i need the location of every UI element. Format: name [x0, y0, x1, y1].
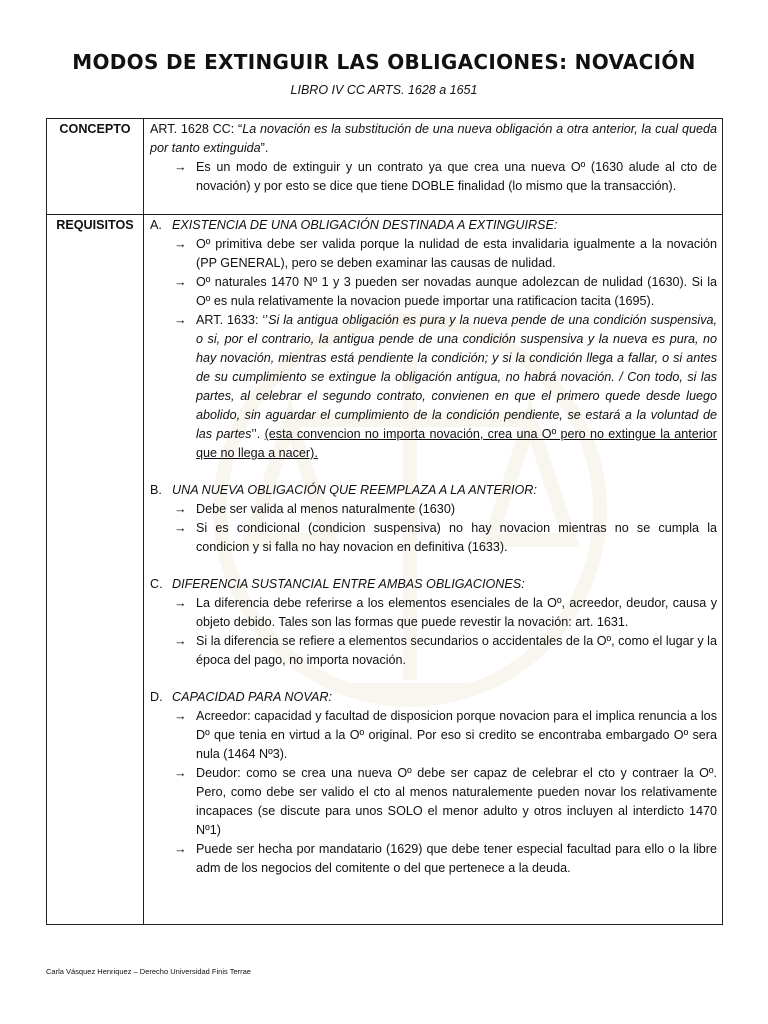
section-b-letter: B. — [150, 483, 162, 497]
concepto-content — [144, 119, 723, 215]
arrow-icon: → — [174, 766, 187, 780]
arrow-icon: → — [174, 313, 187, 327]
section-b-bullet — [150, 519, 717, 557]
section-c-letter: C. — [150, 577, 163, 591]
art-1633-close: ’’. — [251, 427, 261, 441]
section-b-heading — [150, 481, 717, 500]
section-d-heading-text: CAPACIDAD PARA NOVAR: — [172, 690, 333, 704]
art-1633-prefix: ART. 1633: ‘’ — [196, 313, 269, 327]
arrow-icon: → — [174, 521, 187, 535]
concepto-intro-prefix: ART. 1628 CC: “ — [150, 122, 243, 136]
art-1633-note: (esta convencion no importa novación, crea una Oº pero no extingue la anterior que no llega a nacer). — [196, 427, 717, 460]
section-d-bullet-text: Acreedor: capacidad y facultad de disposicion porque novacion para el implica renuncia a los Dº que tenia en virtud a la Oº original. Por eso si credito se encontraba embargado Oº sera nula (1464 Nº3). — [196, 709, 717, 761]
section-b-bullet-text: Si es condicional (condicion suspensiva) no hay novacion mientras no se cumpla la condicion y si falla no hay novacion en definitiva (1633). — [196, 521, 717, 554]
art-1633-quote: Si la antigua obligación es pura y la nueva pende de una condición suspensiva, o si, por el contrario, la antigua pende de una condición suspensiva y la nueva es pura, no hay novación, mientras está pendiente la condición; y si la condición llega a fallar, o si antes de su cumplimiento se extingue la obligación antigua, no habrá novación. / Con todo, si las partes, al celebrar el segundo contrato, convienen en que el primero quede desde luego abolido, sin aguardar el cumplimiento de la condición pendiente, se estará a la voluntad de las partes — [196, 313, 717, 441]
page-title: MODOS DE EXTINGUIR LAS OBLIGACIONES: NOVACIÓN — [72, 50, 696, 74]
section-b-bullet-text: Debe ser valida al menos naturalmente (1630) — [196, 502, 456, 516]
concepto-bullet-text: Es un modo de extinguir y un contrato ya que crea una nueva Oº (1630 alude al cto de novación) y por esto se dice que tiene DOBLE finalidad (lo mismo que la transacción). — [196, 160, 717, 193]
concepto-row — [47, 119, 723, 215]
section-d-bullet-text: Deudor: como se crea una nueva Oº debe ser capaz de celebrar el cto y contraer la Oº. Pero, como debe ser valido el cto al menos naturalemente pueden novar los relativamente incapaces (se discute para unos SOLO el menor adulto y otros incluyen al interdicto 1470 Nº1) — [196, 766, 717, 837]
section-c-bullet — [150, 594, 717, 632]
section-a-heading-text: EXISTENCIA DE UNA OBLIGACIÓN DESTINADA A EXTINGUIRSE: — [172, 218, 558, 232]
section-a-bullet-text: Oº primitiva debe ser valida porque la nulidad de esta invalidaria igualmente a la novación (PP GENERAL), pero se deben examinar las causas de nulidad. — [196, 237, 717, 270]
concepto-label: CONCEPTO — [47, 119, 144, 215]
section-c-bullet — [150, 632, 717, 670]
section-a-heading — [150, 216, 717, 235]
page-footer: Carla Vásquez Henriquez – Derecho Universidad Finis Terrae — [46, 967, 251, 976]
section-a-bullet — [150, 273, 717, 311]
arrow-icon: → — [174, 596, 187, 610]
section-c-heading — [150, 575, 717, 594]
requisitos-label: REQUISITOS — [47, 215, 144, 925]
section-c-heading-text: DIFERENCIA SUSTANCIAL ENTRE AMBAS OBLIGACIONES: — [172, 577, 525, 591]
section-d-letter: D. — [150, 690, 163, 704]
section-a-bullet — [150, 311, 717, 463]
concepto-intro — [150, 120, 717, 158]
concepto-quote: La novación es la substitución de una nueva obligación a otra anterior, la cual queda por tanto extinguida — [150, 122, 717, 155]
arrow-icon: → — [174, 160, 187, 174]
section-c-bullet-text: La diferencia debe referirse a los elementos esenciales de la Oº, acreedor, deudor, causa y objeto debido. Tales son las formas que puede revestir la novación: art. 1631. — [196, 596, 717, 629]
arrow-icon: → — [174, 502, 187, 516]
arrow-icon: → — [174, 275, 187, 289]
section-d-bullet-text: Puede ser hecha por mandatario (1629) que debe tener especial facultad para ello o la libre adm de los negocios del comitente o del que pertenece a la deuda. — [196, 842, 717, 875]
section-b-bullet — [150, 500, 717, 519]
arrow-icon: → — [174, 842, 187, 856]
section-c-bullet-text: Si la diferencia se refiere a elementos secundarios o accidentales de la Oº, como el lugar y la época del pago, no importa novación. — [196, 634, 717, 667]
section-a-bullet — [150, 235, 717, 273]
arrow-icon: → — [174, 709, 187, 723]
section-d-bullet — [150, 840, 717, 878]
section-a-letter: A. — [150, 218, 162, 232]
content-table — [46, 118, 723, 925]
arrow-icon: → — [174, 237, 187, 251]
section-a-bullet-text: Oº naturales 1470 Nº 1 y 3 pueden ser novadas aunque adolezcan de nulidad (1630). Si la Oº es nula relativamente la novacion puede importar una ratificacion tacita (1695). — [196, 275, 717, 308]
section-d-bullet — [150, 764, 717, 840]
section-d-bullet — [150, 707, 717, 764]
section-d-heading — [150, 688, 717, 707]
section-b-heading-text: UNA NUEVA OBLIGACIÓN QUE REEMPLAZA A LA ANTERIOR: — [172, 483, 537, 497]
concepto-bullet — [150, 158, 717, 196]
requisitos-row — [47, 215, 723, 925]
arrow-icon: → — [174, 634, 187, 648]
concepto-intro-suffix: ”. — [260, 141, 269, 155]
page-subtitle: LIBRO IV CC ARTS. 1628 a 1651 — [290, 83, 478, 97]
requisitos-content — [144, 215, 723, 925]
